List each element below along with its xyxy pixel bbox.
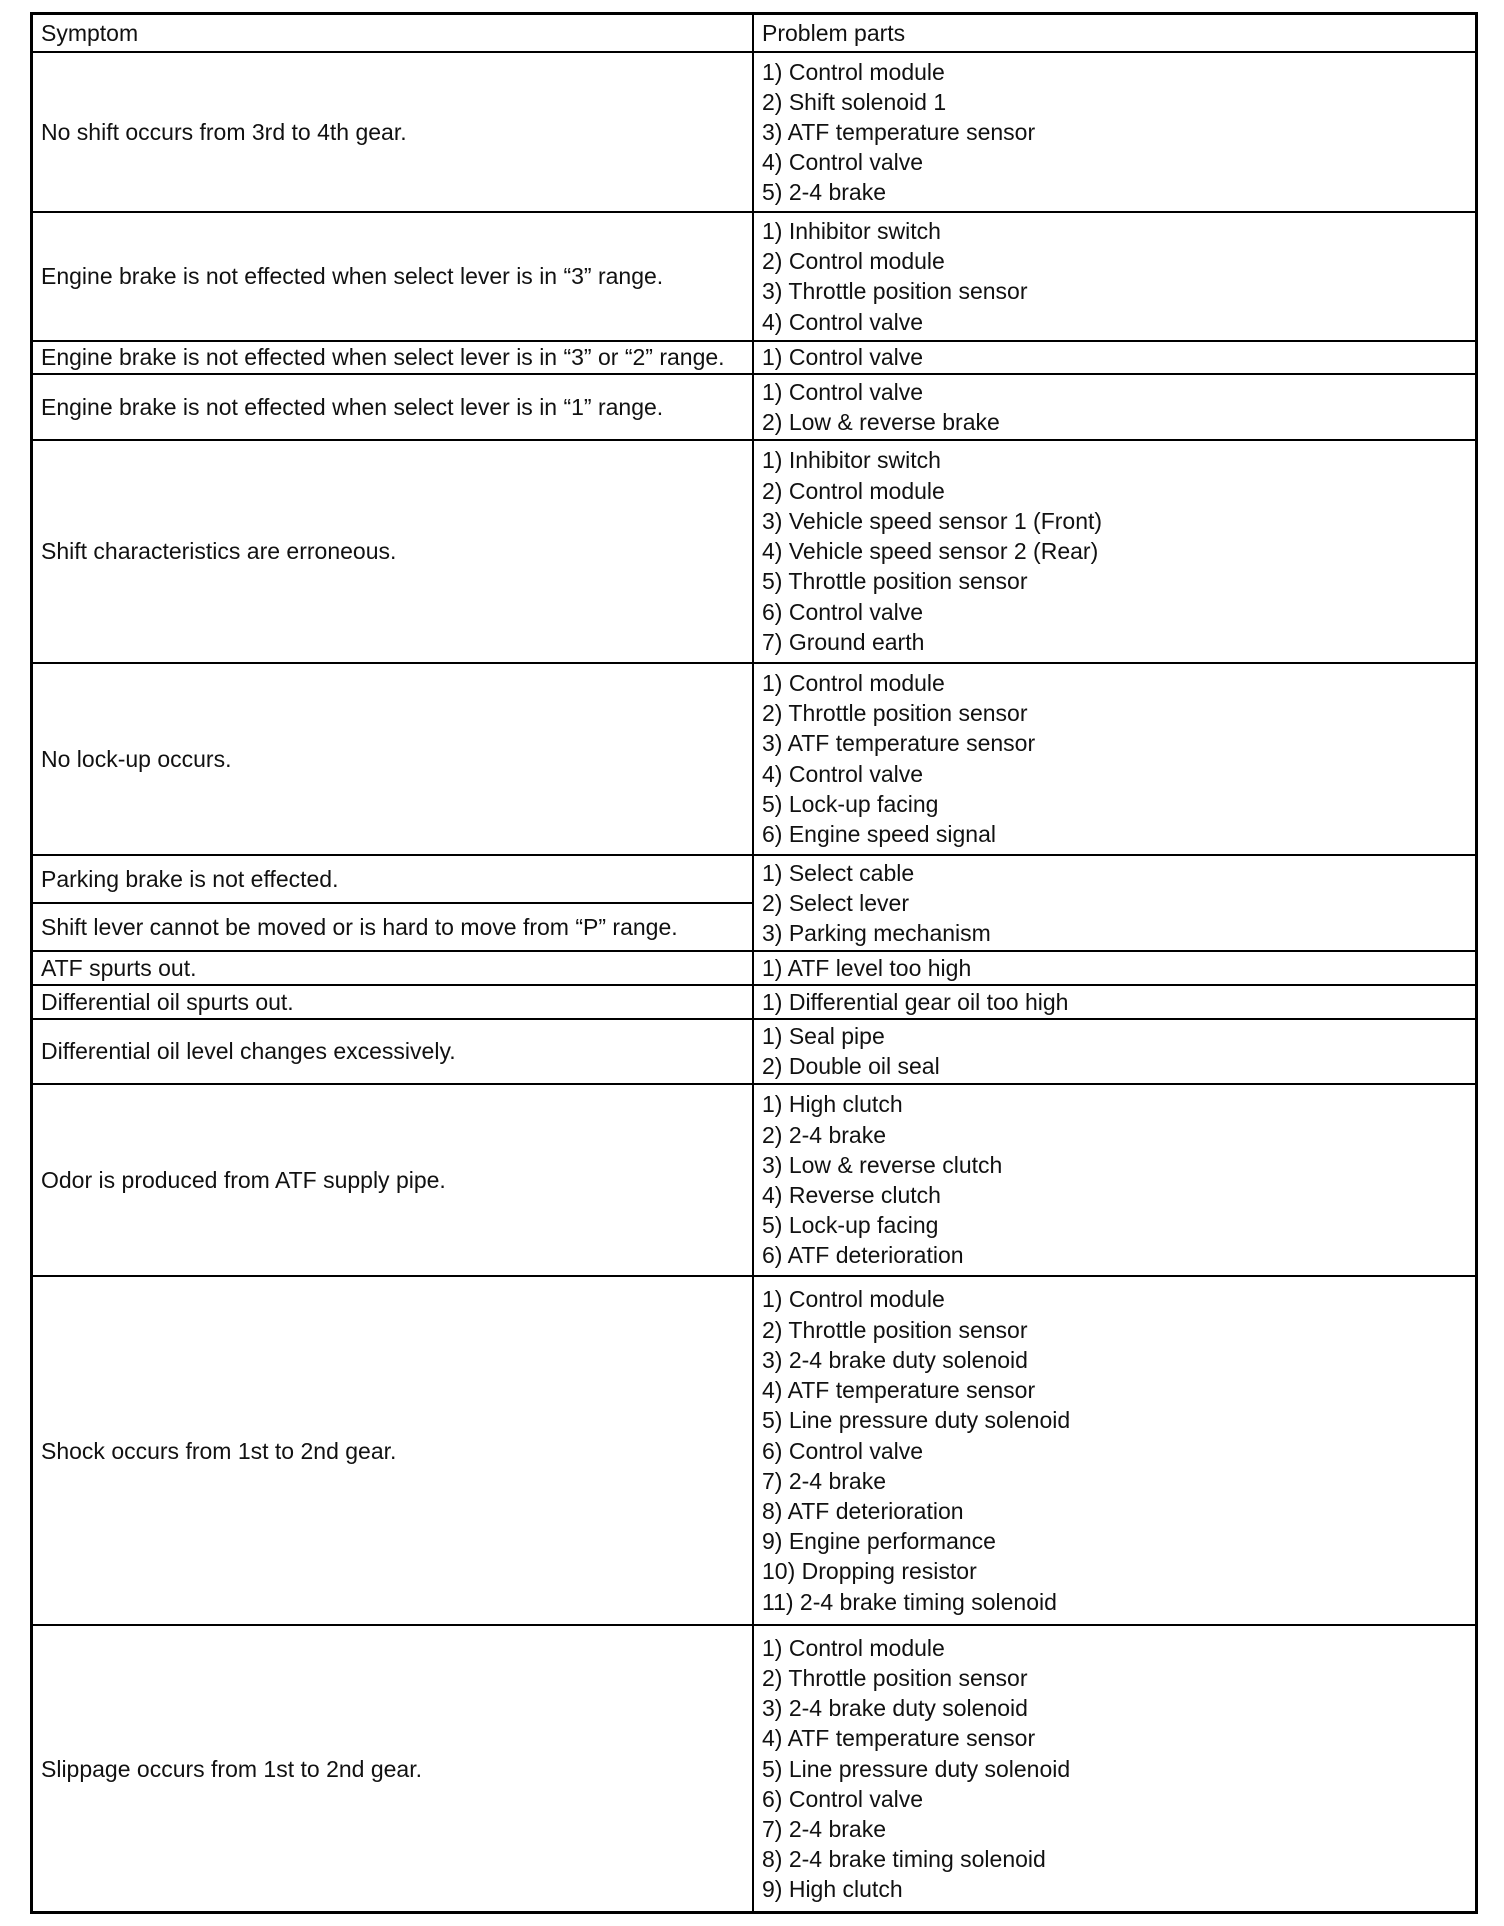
problem-parts-cell [753,212,1475,340]
symptom-cell [33,212,753,340]
problem-parts-cell [753,1625,1475,1911]
table-row [33,52,1475,212]
symptom-text: Slippage occurs from 1st to 2nd gear. [41,1755,422,1782]
problem-part-item: 2) Select lever [762,889,910,916]
problem-parts-cell [753,663,1475,855]
problem-part-item: 2) Control module [762,477,945,504]
problem-part-item: 6) Engine speed signal [762,821,996,848]
symptom-cell [33,855,753,903]
symptom-column-header: Symptom [33,15,753,52]
problem-part-item: 5) Throttle position sensor [762,568,1028,595]
problem-part-item: 1) Differential gear oil too high [762,988,1069,1015]
problem-part-item: 9) High clutch [762,1876,903,1903]
table-body [33,52,1475,1911]
symptom-cell [33,903,753,951]
problem-parts-cell [753,985,1475,1019]
problem-part-item: 7) 2-4 brake [762,1467,887,1494]
problem-part-item: 3) Parking mechanism [762,920,991,947]
problem-part-item: 2) Throttle position sensor [762,1316,1028,1343]
problem-part-item: 6) ATF deterioration [762,1242,964,1269]
problem-part-item: 1) Inhibitor switch [762,217,941,244]
problem-part-item: 8) ATF deterioration [762,1497,964,1524]
problem-part-item: 7) 2-4 brake [762,1816,887,1843]
problem-part-item: 3) 2-4 brake duty solenoid [762,1695,1028,1722]
problem-part-item: 2) Throttle position sensor [762,700,1028,727]
problem-part-item: 1) Control module [762,58,945,85]
problem-part-item: 1) High clutch [762,1091,903,1118]
table-row [33,951,1475,985]
problem-part-item: 2) Shift solenoid 1 [762,88,947,115]
symptom-cell [33,985,753,1019]
problem-parts-cell [753,1019,1475,1084]
problem-part-item: 1) Control valve [762,344,924,371]
problem-part-item: 4) Control valve [762,760,924,787]
table-row [33,212,1475,340]
problem-parts-cell [753,1084,1475,1276]
symptom-text: Parking brake is not effected. [41,865,339,892]
symptom-text: No shift occurs from 3rd to 4th gear. [41,118,407,145]
table-header-row [33,15,1475,52]
table-row [33,374,1475,439]
problem-part-item: 4) ATF temperature sensor [762,1725,1036,1752]
problem-parts-cell [753,951,1475,985]
problem-parts-cell [753,374,1475,439]
problem-part-item: 1) Select cable [762,859,915,886]
problem-part-item: 7) Ground earth [762,628,925,655]
problem-part-item: 2) Double oil seal [762,1053,940,1080]
symptom-cell [33,951,753,985]
problem-part-item: 6) Control valve [762,1437,924,1464]
problem-part-item: 1) ATF level too high [762,955,972,982]
symptom-problem-parts-table [33,15,1475,1911]
symptom-text: Engine brake is not effected when select lever is in “3” range. [41,263,664,290]
problem-parts-column-header: Problem parts [753,15,1475,52]
symptom-cell [33,1019,753,1084]
table-row [33,1084,1475,1276]
problem-part-item: 4) Control valve [762,308,924,335]
symptom-text: Engine brake is not effected when select lever is in “1” range. [41,393,664,420]
problem-part-item: 1) Control module [762,1634,945,1661]
problem-parts-cell [753,855,1475,952]
problem-part-item: 5) Lock-up facing [762,790,939,817]
symptom-cell [33,440,753,663]
table-row [33,1276,1475,1626]
problem-part-item: 3) ATF temperature sensor [762,118,1036,145]
problem-part-item: 6) Control valve [762,1785,924,1812]
problem-parts-cell [753,1276,1475,1626]
table-row [33,663,1475,855]
problem-part-item: 4) ATF temperature sensor [762,1377,1036,1404]
problem-parts-cell [753,440,1475,663]
problem-part-item: 3) Low & reverse clutch [762,1151,1003,1178]
problem-part-item: 5) Line pressure duty solenoid [762,1407,1071,1434]
symptom-text: Shift lever cannot be moved or is hard to move from “P” range. [41,914,678,941]
symptom-text: No lock-up occurs. [41,745,232,772]
symptom-cell [33,374,753,439]
problem-part-item: 10) Dropping resistor [762,1558,977,1585]
problem-part-item: 11) 2-4 brake timing solenoid [762,1588,1057,1615]
table-row [33,1019,1475,1084]
problem-part-item: 3) ATF temperature sensor [762,730,1036,757]
problem-part-item: 1) Control valve [762,378,924,405]
troubleshooting-table-frame [30,12,1478,1914]
symptom-cell [33,663,753,855]
symptom-text: Differential oil level changes excessively. [41,1038,456,1065]
problem-part-item: 3) Vehicle speed sensor 1 (Front) [762,507,1103,534]
problem-part-item: 2) Throttle position sensor [762,1665,1028,1692]
problem-part-item: 2) 2-4 brake [762,1121,887,1148]
symptom-cell [33,52,753,212]
problem-part-item: 2) Control module [762,248,945,275]
symptom-text: Differential oil spurts out. [41,988,294,1015]
problem-parts-cell [753,52,1475,212]
problem-part-item: 4) Vehicle speed sensor 2 (Rear) [762,538,1099,565]
problem-part-item: 8) 2-4 brake timing solenoid [762,1846,1046,1873]
problem-part-item: 1) Inhibitor switch [762,447,941,474]
symptom-cell [33,1276,753,1626]
problem-part-item: 1) Control module [762,670,945,697]
problem-part-item: 3) 2-4 brake duty solenoid [762,1346,1028,1373]
symptom-cell [33,1084,753,1276]
problem-part-item: 1) Seal pipe [762,1023,885,1050]
table-row [33,1625,1475,1911]
symptom-cell [33,341,753,375]
problem-part-item: 5) Line pressure duty solenoid [762,1755,1071,1782]
problem-part-item: 1) Control module [762,1286,945,1313]
problem-part-item: 3) Throttle position sensor [762,278,1028,305]
symptom-text: Odor is produced from ATF supply pipe. [41,1166,446,1193]
problem-part-item: 9) Engine performance [762,1528,996,1555]
problem-part-item: 6) Control valve [762,598,924,625]
problem-part-item: 4) Reverse clutch [762,1181,941,1208]
symptom-text: ATF spurts out. [41,955,197,982]
symptom-cell [33,1625,753,1911]
table-row [33,341,1475,375]
problem-part-item: 2) Low & reverse brake [762,408,1000,435]
symptom-text: Engine brake is not effected when select lever is in “3” or “2” range. [41,344,725,371]
symptom-text: Shift characteristics are erroneous. [41,538,397,565]
symptom-text: Shock occurs from 1st to 2nd gear. [41,1437,397,1464]
problem-part-item: 5) Lock-up facing [762,1212,939,1239]
table-row [33,985,1475,1019]
problem-part-item: 4) Control valve [762,149,924,176]
table-row [33,855,1475,903]
table-row [33,440,1475,663]
problem-part-item: 5) 2-4 brake [762,179,887,206]
problem-parts-cell [753,341,1475,375]
